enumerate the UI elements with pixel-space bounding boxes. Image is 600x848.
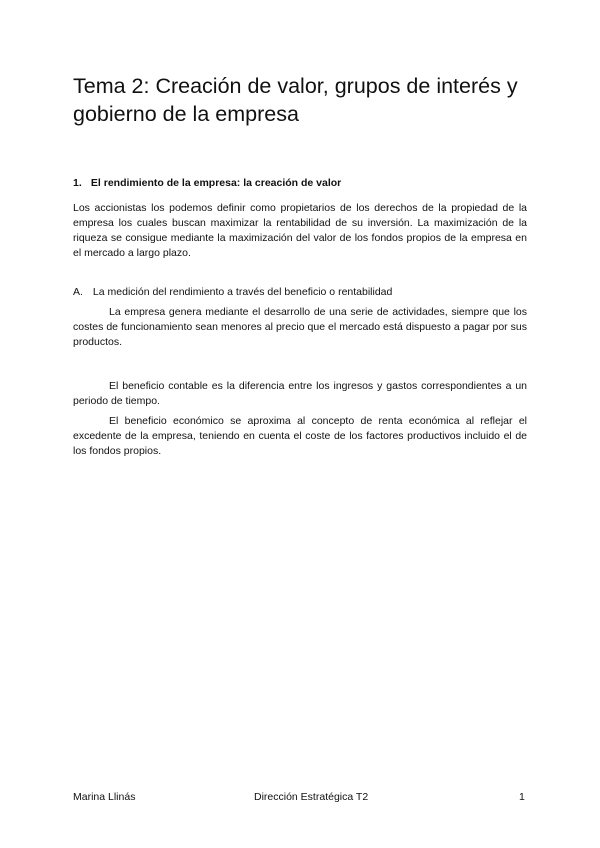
subsection-heading xyxy=(73,286,392,298)
footer-author: Marina Llinás xyxy=(73,791,136,803)
section-number: 1. xyxy=(73,177,82,189)
subsection-letter: A. xyxy=(73,286,83,298)
page-title: Tema 2: Creación de valor, grupos de interés y gobierno de la empresa xyxy=(73,74,518,126)
section-heading-text: El rendimiento de la empresa: la creación de valor xyxy=(90,177,342,189)
footer-course: Dirección Estratégica T2 xyxy=(254,791,369,803)
subsection-heading-text: La medición del rendimiento a través del beneficio o rentabilidad xyxy=(92,286,393,298)
section-paragraph: Los accionistas los podemos definir como propietarios de los derechos de la propiedad de la empresa los cuales buscan maximizar la rentabilidad de su inversión. La maximización de la riqueza se consigue mediante la maximización del valor de los fondos propios de la empresa en el mercado a largo plazo. xyxy=(73,202,527,259)
section-heading xyxy=(73,177,341,189)
subsection-paragraph-1: La empresa genera mediante el desarrollo de una serie de actividades, siempre que los costes de funcionamiento sean menores al precio que el mercado está dispuesto a pagar por sus productos. xyxy=(73,306,527,348)
footer-page-number: 1 xyxy=(519,791,525,803)
subsection-paragraph-2: El beneficio contable es la diferencia entre los ingresos y gastos correspondientes a un periodo de tiempo. xyxy=(73,380,527,407)
subsection-paragraph-3: El beneficio económico se aproxima al concepto de renta económica al reflejar el excedente de la empresa, teniendo en cuenta el coste de los factores productivos incluido el de los fondos propios. xyxy=(73,415,527,457)
